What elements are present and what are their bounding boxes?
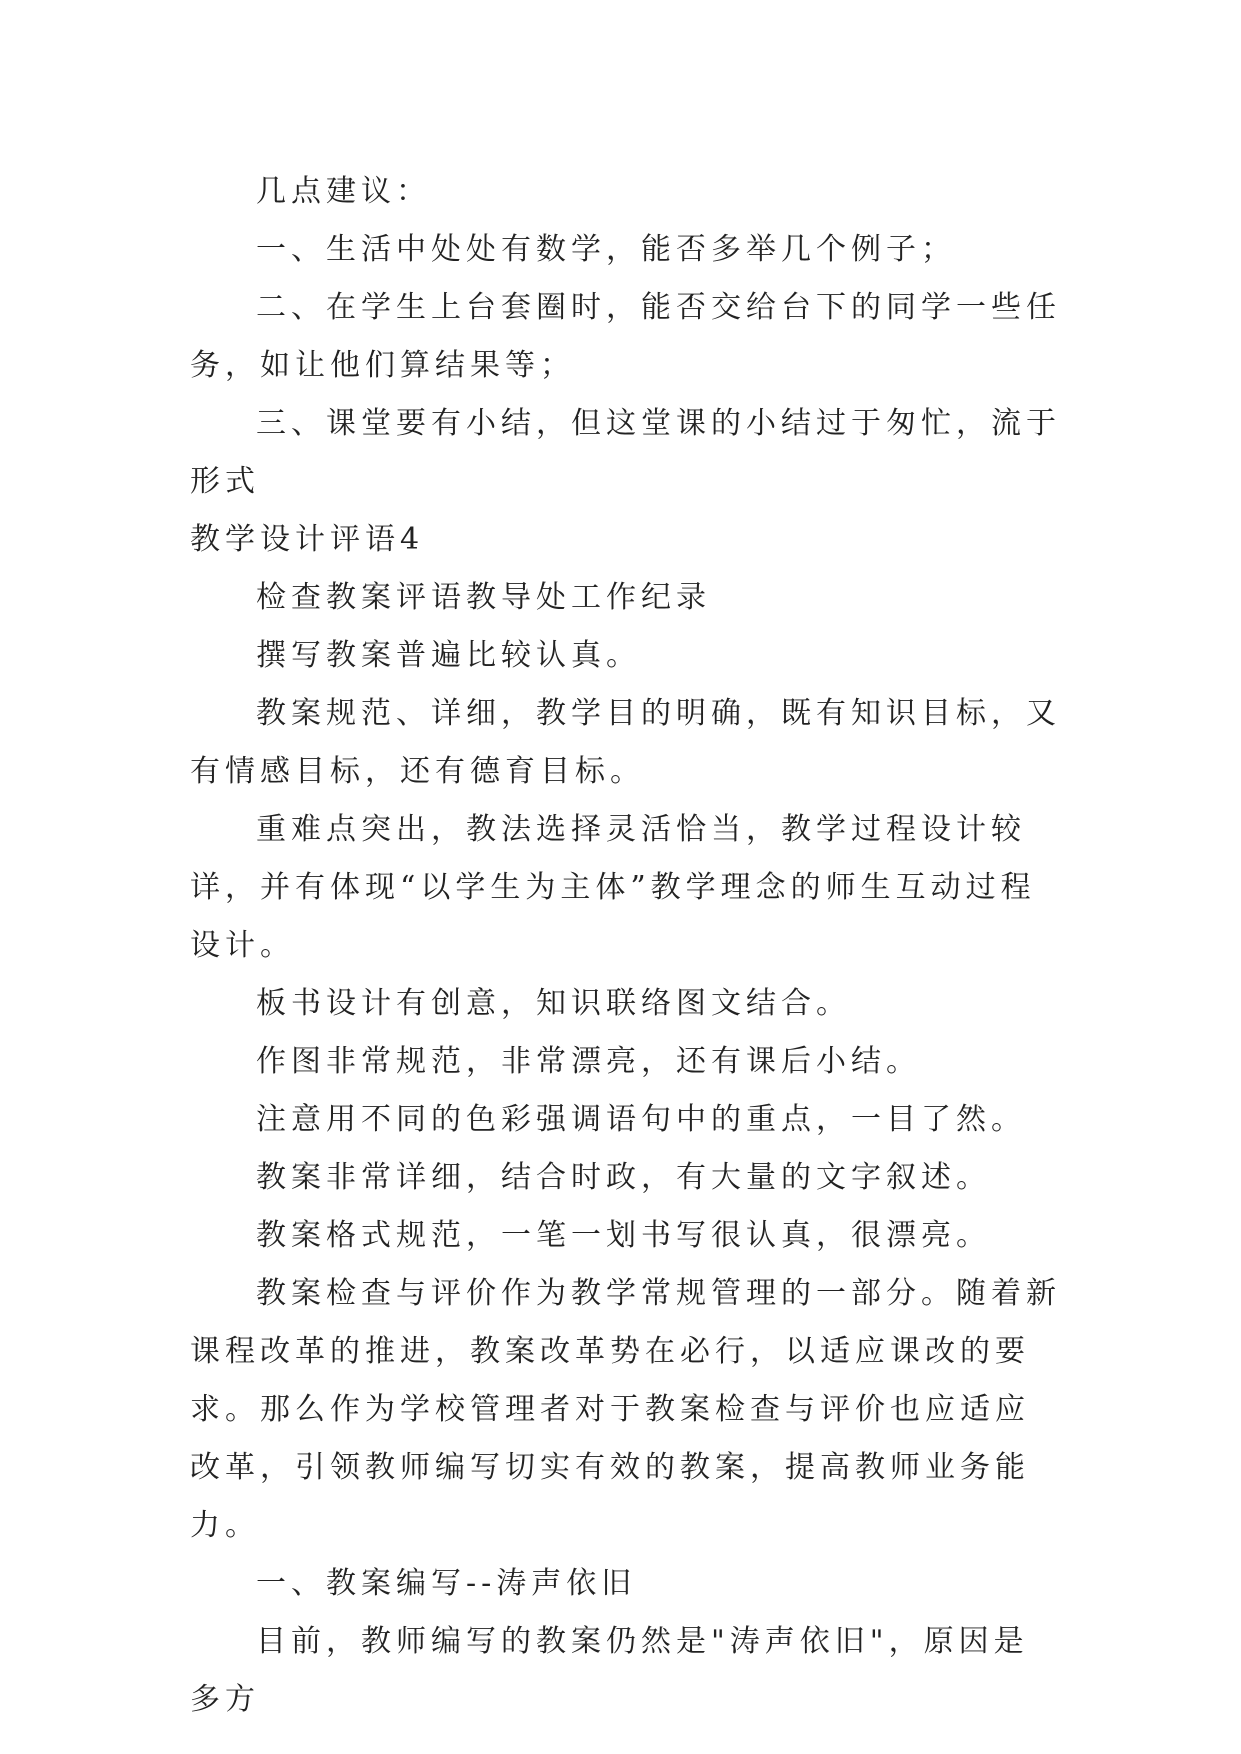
paragraph: 重难点突出，教法选择灵活恰当，教学过程设计较详，并有体现“以学生为主体”教学理念的师生互动过程设计。 bbox=[190, 812, 1036, 963]
paragraph: 几点建议： bbox=[256, 174, 431, 209]
paragraph: 教案非常详细，结合时政，有大量的文字叙述。 bbox=[256, 1160, 991, 1195]
paragraph: 一、教案编写--涛声依旧 bbox=[256, 1566, 637, 1601]
paragraph: 教案检查与评价作为教学常规管理的一部分。随着新课程改革的推进，教案改革势在必行，以适应课改的要求。那么作为学校管理者对于教案检查与评价也应适应改革，引领教师编写切实有效的教案，提高教师业务能力。 bbox=[190, 1276, 1061, 1543]
paragraph: 撰写教案普遍比较认真。 bbox=[256, 638, 641, 673]
paragraph: 检查教案评语教导处工作纪录 bbox=[256, 580, 711, 615]
paragraph: 一、生活中处处有数学，能否多举几个例子； bbox=[256, 232, 956, 267]
paragraph: 二、在学生上台套圈时，能否交给台下的同学一些任务，如让他们算结果等； bbox=[190, 290, 1061, 383]
paragraph: 三、课堂要有小结，但这堂课的小结过于匆忙，流于形式 bbox=[190, 406, 1061, 499]
paragraph: 作图非常规范，非常漂亮，还有课后小结。 bbox=[256, 1044, 921, 1079]
paragraph: 注意用不同的色彩强调语句中的重点，一目了然。 bbox=[256, 1102, 1026, 1137]
paragraph: 板书设计有创意，知识联络图文结合。 bbox=[256, 986, 851, 1021]
paragraph: 目前，教师编写的教案仍然是"涛声依旧"，原因是多方 bbox=[190, 1624, 1029, 1717]
section-heading: 教学设计评语4 bbox=[190, 522, 425, 557]
paragraph: 教案规范、详细，教学目的明确，既有知识目标，又有情感目标，还有德育目标。 bbox=[190, 696, 1061, 789]
document-body bbox=[190, 163, 1062, 1729]
paragraph: 教案格式规范，一笔一划书写很认真，很漂亮。 bbox=[256, 1218, 991, 1253]
